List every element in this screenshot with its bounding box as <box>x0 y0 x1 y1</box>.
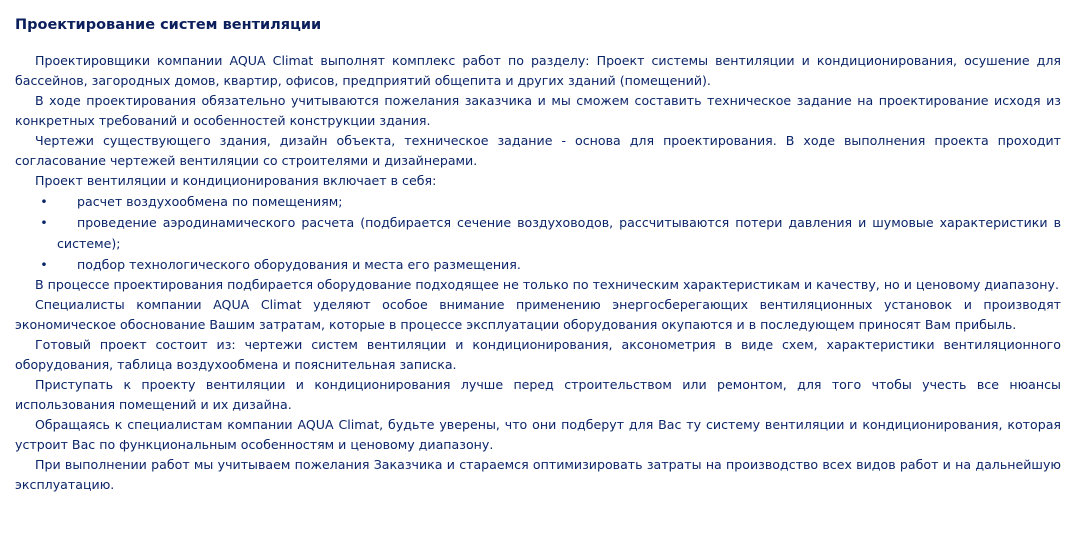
list-item <box>40 254 1061 275</box>
article <box>15 14 1061 495</box>
paragraph-intro: Проектировщики компании AQUA Climat выполнят комплекс работ по разделу: Проект системы вентиляции и кондиционирования, осушение для бассейнов, загородных домов, квартир, офисов, предприятий общепита и других зданий (помещений). <box>15 53 1061 88</box>
bullet-icon: • <box>40 257 48 272</box>
list-item-text: расчет воздухообмена по помещениям; <box>77 194 343 209</box>
project-contents-list <box>15 191 1061 275</box>
list-item <box>40 191 1061 212</box>
paragraph-timing: Приступать к проекту вентиляции и кондиционирования лучше перед строительством или ремонтом, для того чтобы учесть все нюансы использования помещений и их дизайна. <box>15 377 1061 412</box>
bullet-icon: • <box>40 194 48 209</box>
bullet-icon: • <box>40 215 48 230</box>
paragraph-cost-optimization: При выполнении работ мы учитываем пожелания Заказчика и стараемся оптимизировать затраты на производство всех видов работ и на дальнейшую эксплуатацию. <box>15 457 1061 492</box>
paragraph-client-wishes: В ходе проектирования обязательно учитываются пожелания заказчика и мы сможем составить техническое задание на проектирование исходя из конкретных требований и особенностей конструкции здания. <box>15 93 1061 128</box>
paragraph-equipment-selection: В процессе проектирования подбирается оборудование подходящее не только по техническим характеристикам и качеству, но и ценовому диапазону. <box>35 277 1059 292</box>
paragraph-energy-saving: Специалисты компании AQUA Climat уделяют особое внимание применению энергосберегающих вентиляционных установок и производят экономическое обоснование Вашим затратам, которые в процессе эксплуатации оборудования окупаются и в последующем приносят Вам прибыль. <box>15 297 1061 332</box>
paragraph-list-intro: Проект вентиляции и кондиционирования включает в себя: <box>35 173 437 188</box>
paragraph-drawings: Чертежи существующего здания, дизайн объекта, техническое задание - основа для проектирования. В ходе выполнения проекта проходит согласование чертежей вентиляции со строителями и дизайнерами. <box>15 133 1061 168</box>
paragraph-finished-project: Готовый проект состоит из: чертежи систем вентиляции и кондиционирования, аксонометрия в виде схем, характеристики вентиляционного оборудования, таблица воздухообмена и пояснительная записка. <box>15 337 1061 372</box>
list-item <box>40 212 1061 254</box>
paragraph-specialists: Обращаясь к специалистам компании AQUA Climat, будьте уверены, что они подберут для Вас ту систему вентиляции и кондиционирования, которая устроит Вас по функциональным особенностям и ценовому диапазону. <box>15 417 1061 452</box>
page-title: Проектирование систем вентиляции <box>15 17 322 33</box>
list-item-text: подбор технологического оборудования и места его размещения. <box>77 257 521 272</box>
list-item-text: проведение аэродинамического расчета (подбирается сечение воздуховодов, рассчитываются потери давления и шумовые характеристики в системе); <box>57 215 1061 251</box>
